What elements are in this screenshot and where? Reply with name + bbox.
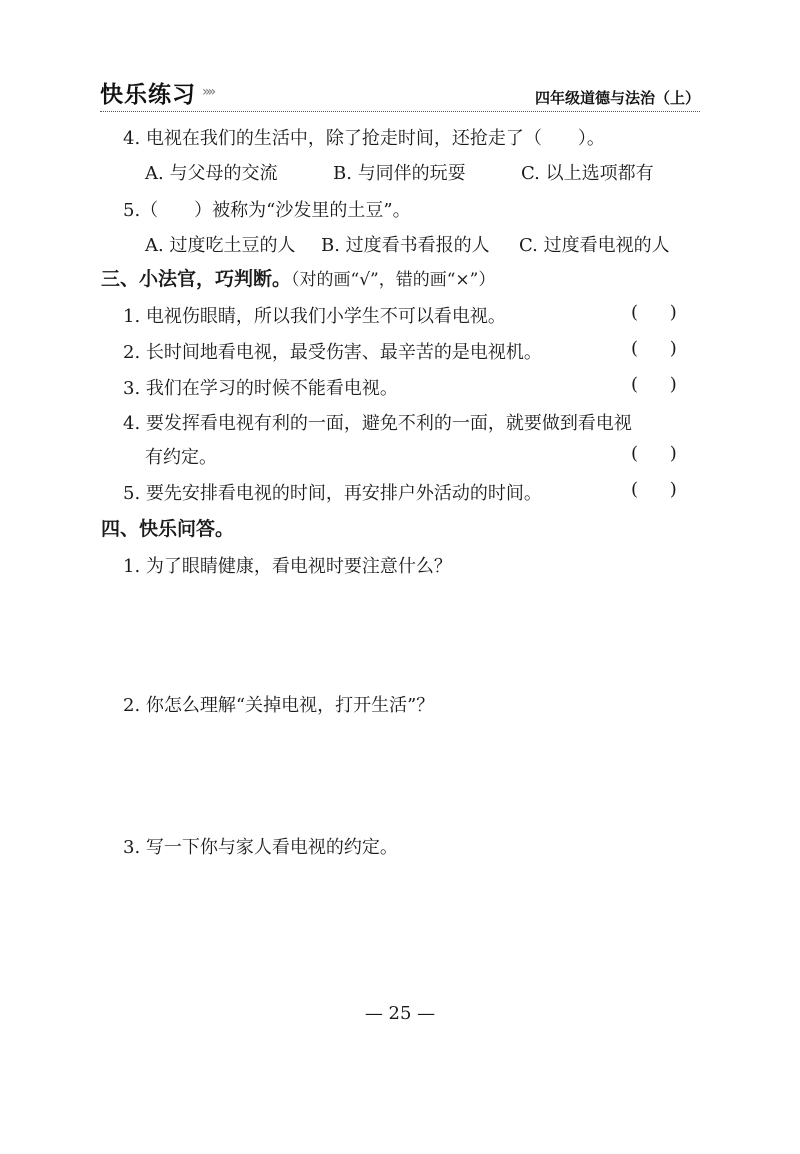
option-b: B. 过度看书看报的人: [321, 235, 490, 256]
question-5-stem: 5.（ ）被称为“沙发里的土豆”。: [123, 200, 411, 221]
page-header: [100, 76, 700, 116]
option-b: B. 与同伴的玩耍: [333, 163, 466, 184]
question-4-stem: 4. 电视在我们的生活中，除了抢走时间，还抢走了（ ）。: [123, 128, 605, 149]
judge-item-5: 5. 要先安排看电视的时间，再安排户外活动的时间。: [123, 483, 542, 504]
section-3-instruction: （对的画“√”，错的画“×”）: [291, 270, 496, 290]
answer-blank[interactable]: ( ): [631, 338, 677, 359]
answer-question-3: 3. 写一下你与家人看电视的约定。: [123, 837, 398, 858]
answer-blank[interactable]: ( ): [631, 374, 677, 395]
judge-item-4-line-1: 4. 要发挥看电视有利的一面，避免不利的一面，就要做到看电视: [123, 413, 632, 434]
header-title: 快乐练习: [100, 82, 196, 108]
option-a: A. 与父母的交流: [145, 163, 278, 184]
answer-blank[interactable]: ( ): [631, 443, 677, 464]
answer-question-2: 2. 你怎么理解“关掉电视，打开生活”？: [123, 695, 435, 716]
answer-blank[interactable]: ( ): [631, 302, 677, 323]
chevrons-decoration: »»: [202, 84, 214, 100]
judge-item-1: 1. 电视伤眼睛，所以我们小学生不可以看电视。: [123, 306, 506, 327]
option-c: C. 以上选项都有: [521, 163, 654, 184]
header-subject: 四年级道德与法治（上）: [534, 89, 700, 107]
section-3-heading: [101, 264, 495, 291]
judge-item-4-line-2: 有约定。: [145, 447, 217, 468]
page-number: — 25 —: [364, 1003, 436, 1024]
judge-item-2: 2. 长时间地看电视，最受伤害、最辛苦的是电视机。: [123, 342, 542, 363]
question-4-options: [145, 159, 654, 185]
answer-question-1: 1. 为了眼睛健康，看电视时要注意什么？: [123, 556, 452, 577]
question-5-options: [145, 231, 670, 257]
option-a: A. 过度吃土豆的人: [145, 235, 296, 256]
header-divider: [100, 111, 700, 112]
section-3-title: 三、小法官，巧判断。: [101, 268, 292, 290]
option-c: C. 过度看电视的人: [519, 235, 670, 256]
answer-blank[interactable]: ( ): [631, 479, 677, 500]
judge-item-3: 3. 我们在学习的时候不能看电视。: [123, 378, 398, 399]
section-4-title: 四、快乐问答。: [101, 518, 235, 540]
